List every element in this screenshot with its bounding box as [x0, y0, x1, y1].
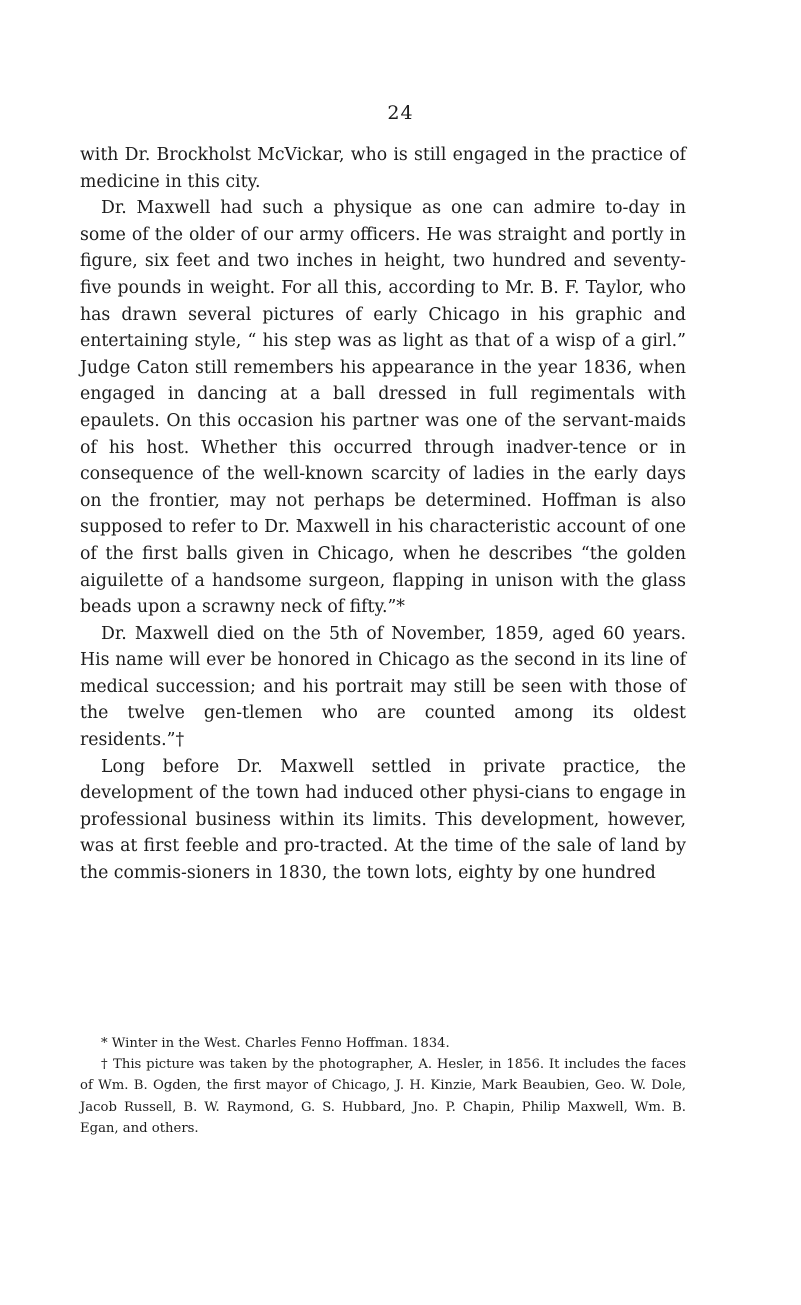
paragraph-continuation: with Dr. Brockholst McVickar, who is still engaged in the practice of medicine in this city.: [80, 145, 686, 192]
page-number: 24: [387, 102, 414, 124]
footnote-asterisk: * Winter in the West. Charles Fenno Hoffman. 1834.: [101, 1036, 450, 1051]
paragraph-death: Dr. Maxwell died on the 5th of November, 1859, aged 60 years. His name will ever be honored in Chicago as the second in its line of medical succession; and his portrait may still be seen with those of the twelve gen-tlemen who are counted among its oldest residents.”†: [80, 623, 686, 751]
footnotes: [80, 1033, 686, 1139]
body-text: [80, 142, 686, 887]
footnote-dagger: † This picture was taken by the photographer, A. Hesler, in 1856. It includes the faces of Wm. B. Ogden, the first mayor of Chicago, J. H. Kinzie, Mark Beaubien, Geo. W. Dole, Jacob Russell, B. W. Raymond, G. S. Hubbard, Jno. P. Chapin, Philip Maxwell, Wm. B. Egan, and others.: [80, 1057, 686, 1136]
paragraph-physique: Dr. Maxwell had such a physique as one can admire to-day in some of the older of our army officers. He was straight and portly in figure, six feet and two inches in height, two hundred and seventy-five pounds in weight. For all this, according to Mr. B. F. Taylor, who has drawn several pictures of early Chicago in his graphic and entertaining style, “ his step was as light as that of a wisp of a girl.” Judge Caton still remembers his appearance in the year 1836, when engaged in dancing at a ball dressed in full regimentals with epaulets. On this occasion his partner was one of the servant-maids of his host. Whether this occurred through inadver-tence or in consequence of the well-known scarcity of ladies in the early days on the frontier, may not perhaps be determined. Hoffman is also supposed to refer to Dr. Maxwell in his characteristic account of one of the first balls given in Chicago, when he describes “the golden aiguilette of a handsome surgeon, flapping in unison with the glass beads upon a scrawny neck of fifty.”*: [80, 198, 686, 618]
paragraph-development: Long before Dr. Maxwell settled in private practice, the development of the town had induced other physi-cians to engage in professional business within its limits. This development, however, was at first feeble and pro-tracted. At the time of the sale of land by the commis-sioners in 1830, the town lots, eighty by one hundred: [80, 756, 686, 884]
